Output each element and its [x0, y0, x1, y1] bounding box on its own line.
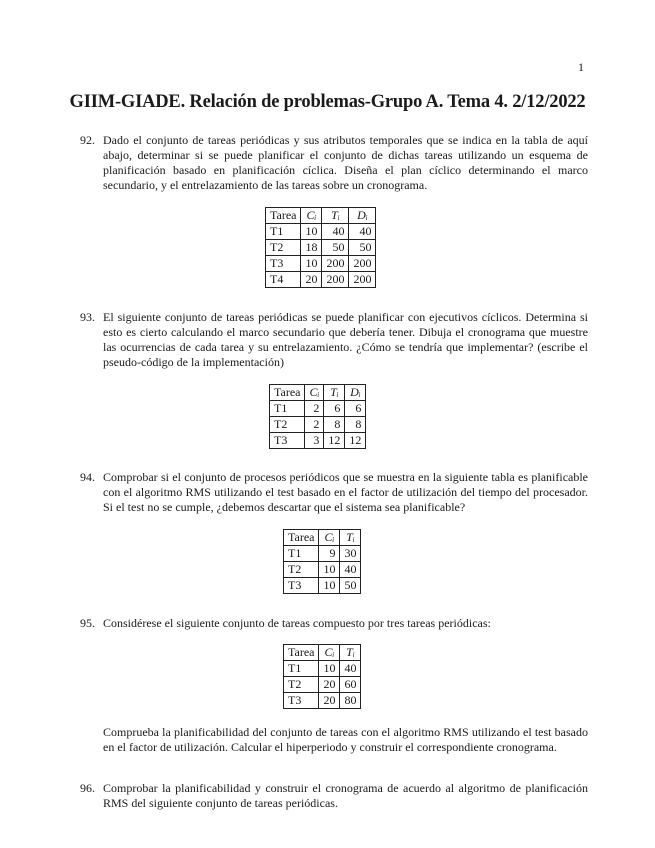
col-header-ti: Tᵢ [340, 645, 361, 661]
table-cell: 9 [319, 546, 340, 562]
table-cell: 18 [301, 240, 322, 256]
table-cell: 2 [305, 417, 324, 433]
col-header-di: Dᵢ [345, 385, 366, 401]
col-header-ti: Tᵢ [340, 530, 361, 546]
col-header-di: Dᵢ [349, 208, 376, 224]
table-row [284, 661, 361, 677]
table-cell: 10 [319, 578, 340, 594]
table-cell: T3 [284, 578, 319, 594]
table-cell: 6 [345, 401, 366, 417]
table-cell: 3 [305, 433, 324, 449]
table-cell: 200 [322, 272, 349, 288]
table-row [266, 240, 376, 256]
table-row [284, 578, 361, 594]
table-row [266, 224, 376, 240]
problem-text: El siguiente conjunto de tareas periódicas se puede planificar con ejecutivos cíclicos. Determina si esto es cierto calculando el marco secundario que debería tener. Dibuja el cronograma que muestre las ocurrencias de cada tarea y su entrelazamiento. ¿Cómo se tendría que implementar? (escribe el pseudo-código de la implementación) [103, 310, 588, 369]
problem-text: Dado el conjunto de tareas periódicas y sus atributos temporales que se indica en la tabla de aquí abajo, determinar si se puede planificar el conjunto de dichas tareas utilizando un esquema de planificación basado en planificación cíclica. Diseña el plan cíclico determinando el marco secundario, y el entrelazamiento de las tareas sobre un cronograma. [103, 133, 588, 192]
table-cell: 40 [340, 562, 361, 578]
page-title: GIIM-GIADE. Relación de problemas-Grupo A. Tema 4. 2/12/2022 [69, 92, 586, 112]
table-cell: T2 [270, 417, 305, 433]
table-cell: 200 [349, 256, 376, 272]
table-row [284, 562, 361, 578]
problem-96 [80, 781, 588, 811]
table-cell: T3 [284, 693, 319, 709]
table-cell: 20 [301, 272, 322, 288]
table-cell: T2 [266, 240, 301, 256]
table-row [270, 433, 366, 449]
problem-95 [80, 616, 588, 631]
table-cell: T1 [284, 661, 319, 677]
problem-number: 93. [80, 310, 95, 324]
table-cell: T3 [266, 256, 301, 272]
table-cell: T2 [284, 562, 319, 578]
problem-95-note: Comprueba la planificabilidad del conjunto de tareas con el algoritmo RMS utilizando el test basado en el factor de utilización. Calcular el hiperperiodo y construir el correspondiente cronograma. [103, 725, 588, 754]
table-cell: 10 [319, 661, 340, 677]
table-row [284, 693, 361, 709]
problem-92 [80, 133, 588, 193]
table-cell: 60 [340, 677, 361, 693]
table-cell: T1 [284, 546, 319, 562]
table-cell: 2 [305, 401, 324, 417]
table-cell: T4 [266, 272, 301, 288]
problem-text: Comprobar la planificabilidad y construir el cronograma de acuerdo al algoritmo de planificación RMS del siguiente conjunto de tareas periódicas. [103, 781, 588, 810]
task-table-92 [265, 207, 376, 288]
problem-number: 92. [80, 133, 95, 147]
table-cell: 8 [324, 417, 345, 433]
table-row [284, 546, 361, 562]
table-cell: T1 [266, 224, 301, 240]
col-header-ti: Tᵢ [322, 208, 349, 224]
problem-94 [80, 470, 588, 515]
col-header-ci: Cᵢ [319, 530, 340, 546]
table-row [270, 417, 366, 433]
col-header-tarea: Tarea [270, 385, 305, 401]
task-table-94 [283, 529, 361, 594]
table-cell: 10 [319, 562, 340, 578]
table-cell: 10 [301, 256, 322, 272]
table-cell: T2 [284, 677, 319, 693]
table-cell: 12 [345, 433, 366, 449]
table-cell: 50 [322, 240, 349, 256]
table-cell: 40 [340, 661, 361, 677]
table-cell: 12 [324, 433, 345, 449]
problem-93 [80, 310, 588, 370]
table-cell: T1 [270, 401, 305, 417]
task-table-95 [283, 644, 361, 709]
table-row [270, 401, 366, 417]
problem-number: 96. [80, 781, 95, 795]
table-cell: 40 [322, 224, 349, 240]
problem-text: Comprobar si el conjunto de procesos periódicos que se muestra en la siguiente tabla es planificable con el algoritmo RMS utilizando el test basado en el factor de utilización del tiempo del procesador. Si el test no se cumple, ¿debemos descartar que el sistema sea planificable? [103, 470, 588, 514]
col-header-ti: Tᵢ [324, 385, 345, 401]
table-cell: 50 [349, 240, 376, 256]
task-table-93 [269, 384, 366, 449]
table-cell: 200 [322, 256, 349, 272]
problem-number: 94. [80, 470, 95, 484]
table-cell: 200 [349, 272, 376, 288]
table-cell: 20 [319, 693, 340, 709]
table-cell: 50 [340, 578, 361, 594]
col-header-ci: Cᵢ [319, 645, 340, 661]
table-cell: 30 [340, 546, 361, 562]
table-cell: T3 [270, 433, 305, 449]
col-header-tarea: Tarea [266, 208, 301, 224]
col-header-tarea: Tarea [284, 530, 319, 546]
table-cell: 10 [301, 224, 322, 240]
table-row [266, 256, 376, 272]
table-cell: 6 [324, 401, 345, 417]
table-row [266, 272, 376, 288]
table-row [284, 677, 361, 693]
table-cell: 80 [340, 693, 361, 709]
col-header-ci: Cᵢ [305, 385, 324, 401]
problem-text: Considérese el siguiente conjunto de tareas compuesto por tres tareas periódicas: [103, 616, 491, 630]
page-number: 1 [578, 60, 584, 74]
col-header-tarea: Tarea [284, 645, 319, 661]
table-cell: 20 [319, 677, 340, 693]
table-cell: 8 [345, 417, 366, 433]
table-cell: 40 [349, 224, 376, 240]
problem-number: 95. [80, 616, 95, 630]
col-header-ci: Cᵢ [301, 208, 322, 224]
